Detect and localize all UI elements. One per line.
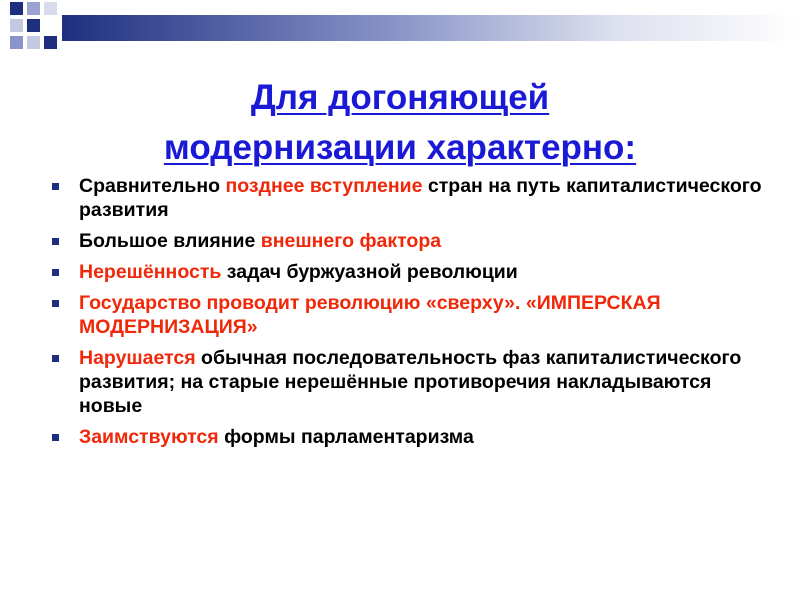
highlighted-text: Нарушается	[79, 347, 196, 369]
deco-square	[27, 36, 40, 49]
square-bullet-icon	[52, 355, 59, 362]
highlighted-text: Заимствуются	[79, 426, 219, 448]
bullet-item	[52, 260, 772, 284]
square-bullet-icon	[52, 269, 59, 276]
deco-square	[10, 36, 23, 49]
deco-square	[44, 36, 57, 49]
deco-square	[27, 2, 40, 15]
highlighted-text: Государство проводит революцию «сверху». «ИМПЕРСКАЯ МОДЕРНИЗАЦИЯ»	[79, 292, 661, 338]
slide-title-line-1: Для догоняющей	[250, 78, 550, 118]
highlighted-text: позднее вступление	[225, 175, 423, 197]
square-bullet-icon	[52, 238, 59, 245]
slide-title	[0, 73, 800, 173]
deco-square	[10, 2, 23, 15]
highlighted-text: Нерешённость	[79, 261, 222, 283]
slide-title-line-2: модернизации характерно:	[163, 128, 637, 168]
bullet-text: Большое влияние	[79, 230, 261, 252]
deco-square	[27, 19, 40, 32]
decorative-header	[0, 0, 800, 60]
deco-square	[10, 19, 23, 32]
square-bullet-icon	[52, 300, 59, 307]
bullet-list	[52, 174, 772, 456]
bullet-text: задач буржуазной революции	[221, 261, 518, 283]
square-bullet-icon	[52, 434, 59, 441]
bullet-text: обычная последовательность фаз капиталистического развития; на старые нерешённые противоречия накладываются новые	[79, 347, 742, 417]
bullet-item	[52, 229, 772, 253]
bullet-text: формы парламентаризма	[218, 426, 474, 448]
bullet-text: Сравнительно	[79, 175, 226, 197]
bullet-item	[52, 425, 772, 449]
bullet-item	[52, 291, 772, 339]
bullet-item	[52, 346, 772, 418]
deco-square	[44, 2, 57, 15]
bullet-text: стран на путь капиталистического развития	[79, 175, 762, 221]
header-gradient-band	[62, 15, 800, 41]
bullet-item	[52, 174, 772, 222]
highlighted-text: внешнего фактора	[260, 230, 442, 252]
square-bullet-icon	[52, 183, 59, 190]
